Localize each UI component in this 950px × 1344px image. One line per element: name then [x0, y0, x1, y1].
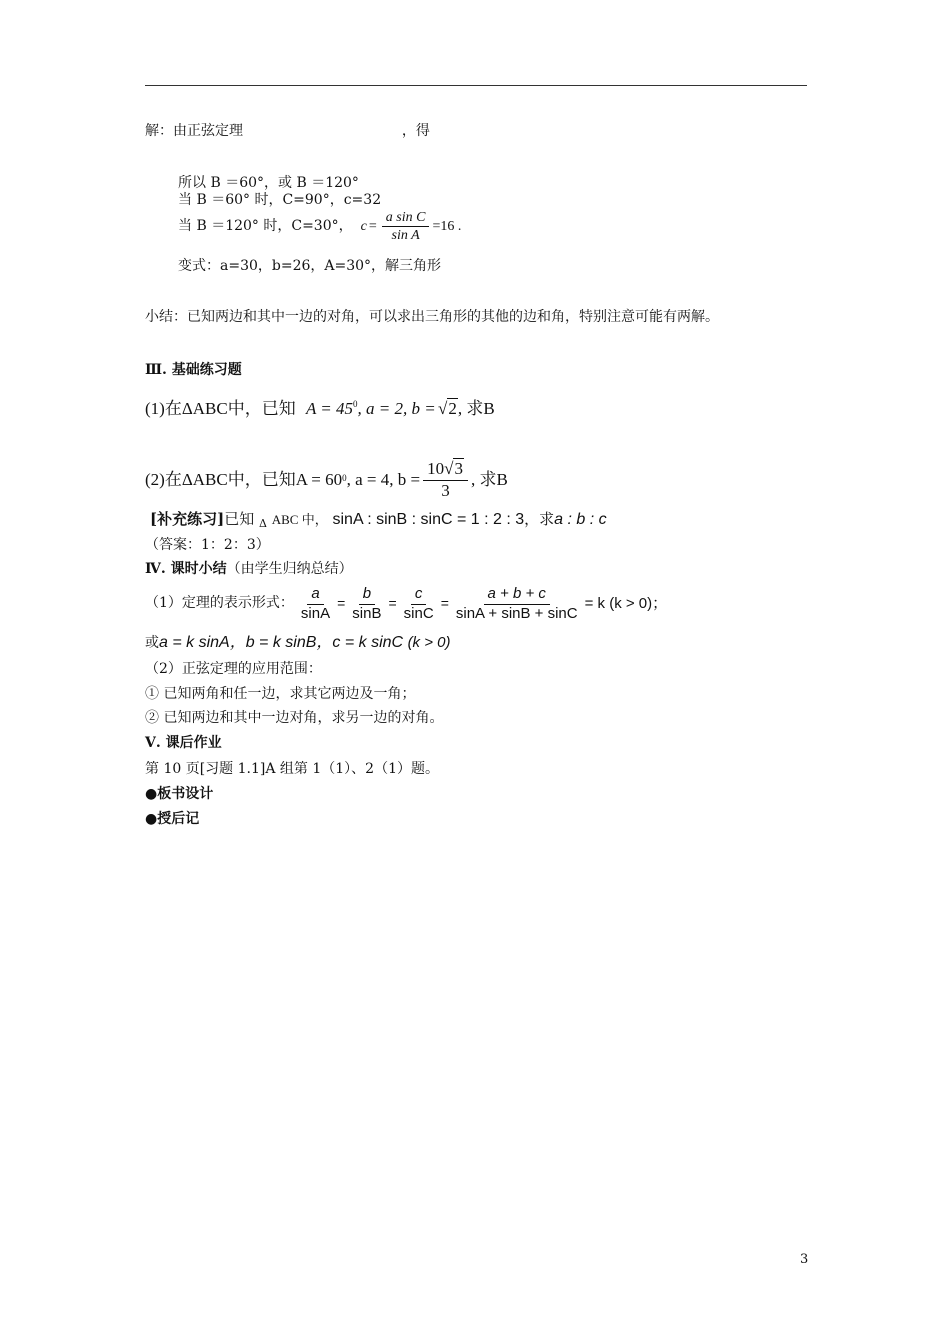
solution-line-b-values: 所以 B ＝60°，或 B ＝120°	[178, 175, 359, 191]
theorem-forms-label: （1）定理的表示形式：	[145, 595, 294, 612]
fraction-denominator: sinB	[352, 604, 382, 622]
fraction-numerator	[423, 460, 468, 481]
exercise-1-prefix: (1)在ΔABC中，已知	[145, 399, 296, 418]
exercise-2-sides: , a = 4, b =	[346, 469, 421, 489]
fraction-numerator: a sin C	[382, 210, 430, 227]
fraction-numerator: c	[411, 586, 427, 605]
exercise-2	[145, 460, 508, 500]
equals-sign: =	[337, 595, 346, 612]
section-3-title: Ⅲ. 基础练习题	[145, 362, 242, 378]
solution-intro-tail: ，得	[401, 123, 430, 139]
sqrt-sign: √	[437, 399, 448, 418]
fraction-numerator: b	[359, 586, 375, 605]
variant-problem: 变式：a=30，b=26，A=30°，解三角形	[178, 258, 442, 274]
supplementary-given: 已知	[224, 510, 255, 528]
exercise-2-ask: , 求B	[470, 469, 508, 489]
exercise-1-ask: , 求B	[457, 399, 495, 418]
fraction-10root3-over-3	[423, 460, 468, 500]
section-5-title: Ⅴ. 课后作业	[145, 735, 222, 751]
section-4-note: （由学生归纳总结）	[226, 561, 353, 577]
exercise-2-prefix: (2)在ΔABC中，已知A = 60	[145, 469, 343, 489]
summary-text: 小结：已知两边和其中一边的对角，可以求出三角形的其他的边和角，特别注意可能有两解。	[145, 309, 719, 325]
sqrt-sign: √	[444, 459, 454, 478]
application-case-2: ② 已知两边和其中一边对角，求另一边的对角。	[145, 710, 444, 726]
application-case-1: ① 已知两角和任一边，求其它两边及一角；	[145, 686, 416, 702]
equals-sign: =	[368, 219, 377, 235]
fraction-asinc-over-sina	[382, 210, 430, 244]
section-4-title: Ⅳ. 课时小结	[145, 561, 227, 577]
equals-sign: =	[440, 595, 449, 612]
fraction-denominator: 3	[441, 480, 450, 500]
supplementary-exercise	[150, 511, 607, 530]
supplementary-target: a : b : c	[554, 511, 607, 528]
exercise-1-sides: , a = 2, b =	[357, 399, 436, 418]
fraction-numerator: a + b + c	[484, 586, 550, 605]
triangle-symbol: Δ	[259, 517, 267, 530]
theorem-alt-equations: a = k sinA，b = k sinB，c = k sinC	[159, 634, 404, 651]
exercise-1-angle: A = 45	[305, 399, 354, 418]
theorem-alt-condition: (k > 0)	[407, 634, 451, 651]
supplementary-answer: （答案：1：2：3）	[145, 537, 270, 553]
exercise-2-degree: 0	[342, 473, 347, 483]
post-lesson-notes: ●授后记	[145, 811, 200, 827]
fraction-b-over-sinb	[348, 586, 385, 622]
exercise-1-degree: 0	[353, 399, 358, 409]
solution-result: =16 .	[432, 219, 462, 235]
theorem-alt-form	[145, 634, 451, 652]
fraction-denominator: sinA + sinB + sinC	[455, 604, 578, 622]
theorem-alt-prefix: 或	[145, 635, 159, 651]
fraction-denominator: sin A	[391, 228, 420, 244]
page-number: 3	[800, 1252, 809, 1267]
header-rule	[145, 85, 807, 86]
fraction-denominator: sinA	[300, 604, 331, 622]
ratio-constant: = k (k > 0)；	[584, 594, 668, 612]
fraction-c-over-sinc	[400, 586, 438, 622]
numerator-radicand: 3	[454, 459, 463, 478]
section-4-heading	[145, 562, 353, 577]
board-design: ●板书设计	[145, 786, 214, 802]
solution-line-b60: 当 B ＝60° 时，C=90°，c=32	[178, 192, 382, 208]
solution-intro-text: 解：由正弦定理	[145, 123, 243, 139]
numerator-coeff: 10	[427, 459, 445, 478]
equals-sign: =	[388, 595, 397, 612]
fraction-numerator: a	[307, 586, 323, 605]
supplementary-ask: ，求	[524, 510, 555, 528]
supplementary-label: [补充练习]	[150, 510, 225, 528]
fraction-sum-over-sines	[452, 586, 582, 622]
var-c: c	[360, 219, 367, 235]
application-scope: （2）正弦定理的应用范围：	[145, 661, 322, 677]
theorem-forms	[145, 586, 667, 622]
homework-text: 第 10 页[习题 1.1]A 组第 1（1）、2（1）题。	[145, 761, 439, 777]
fraction-a-over-sina	[297, 586, 334, 622]
solution-intro	[145, 124, 430, 139]
solution-b120-text: 当 B ＝120° 时，C=30°，	[178, 218, 353, 235]
exercise-1	[145, 400, 495, 419]
solution-line-b120	[178, 210, 461, 244]
supplementary-ratio: sinA : sinB : sinC = 1 : 2 : 3	[332, 511, 525, 528]
supplementary-triangle: ABC 中，	[271, 512, 328, 527]
fraction-denominator: sinC	[403, 604, 434, 622]
exercise-1-radicand: 2	[448, 399, 457, 418]
